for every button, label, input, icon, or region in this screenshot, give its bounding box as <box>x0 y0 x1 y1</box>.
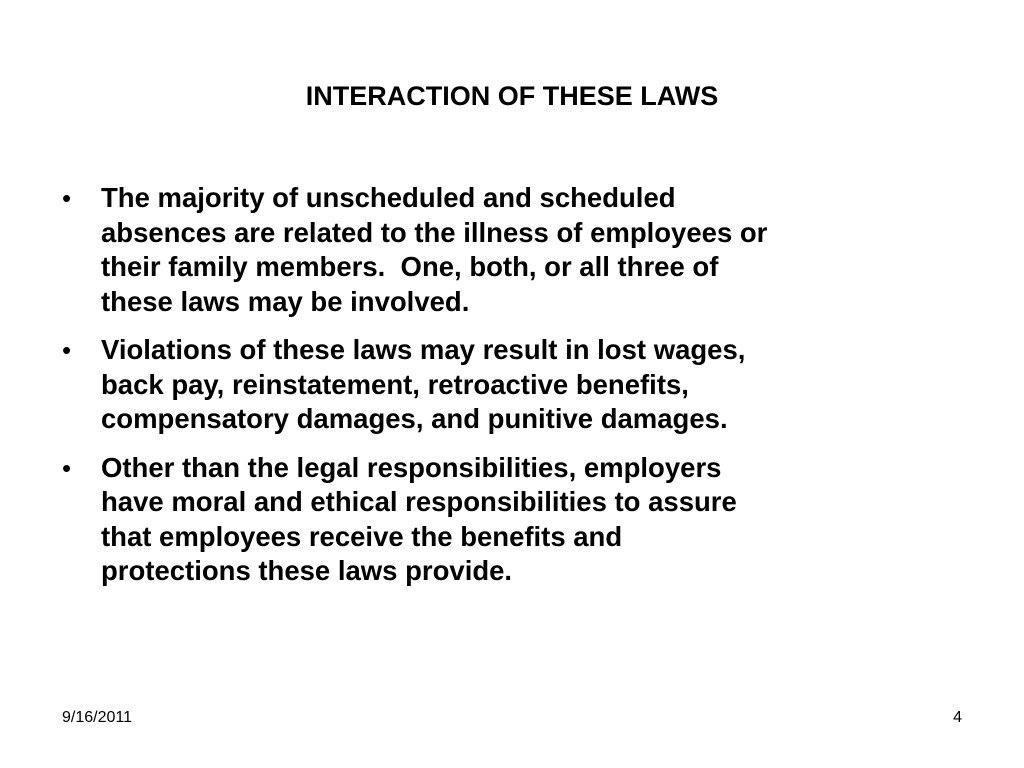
bullet-line: have moral and ethical responsibilities to assure <box>101 486 737 517</box>
bullet-icon: • <box>62 335 72 365</box>
bullet-line: these laws may be involved. <box>101 285 470 317</box>
bullet-icon: • <box>62 452 72 483</box>
bullet-line: protections these laws provide. <box>101 555 513 586</box>
bullet-line: compensatory damages, and punitive damages. <box>101 403 728 434</box>
page-number: 4 <box>953 709 962 726</box>
footer-date: 9/16/2011 <box>62 709 132 726</box>
bullet-list <box>62 181 982 603</box>
bullet-line: Other than the legal responsibilities, employers <box>101 451 722 483</box>
bullet-item-absences <box>62 181 982 319</box>
bullet-icon: • <box>62 183 72 213</box>
bullet-line: that employees receive the benefits and <box>101 520 623 552</box>
bullet-line: their family members. One, both, or all three of <box>101 251 719 282</box>
bullet-line: absences are related to the illness of employees or <box>101 216 768 248</box>
bullet-item-violations <box>62 333 982 437</box>
bullet-line: Violations of these laws may result in lost wages, <box>101 334 746 365</box>
bullet-line: The majority of unscheduled and scheduled <box>101 182 676 213</box>
bullet-item-responsibilities <box>62 451 982 589</box>
bullet-line: back pay, reinstatement, retroactive benefits, <box>101 368 689 400</box>
slide-title: INTERACTION OF THESE LAWS <box>305 81 719 111</box>
